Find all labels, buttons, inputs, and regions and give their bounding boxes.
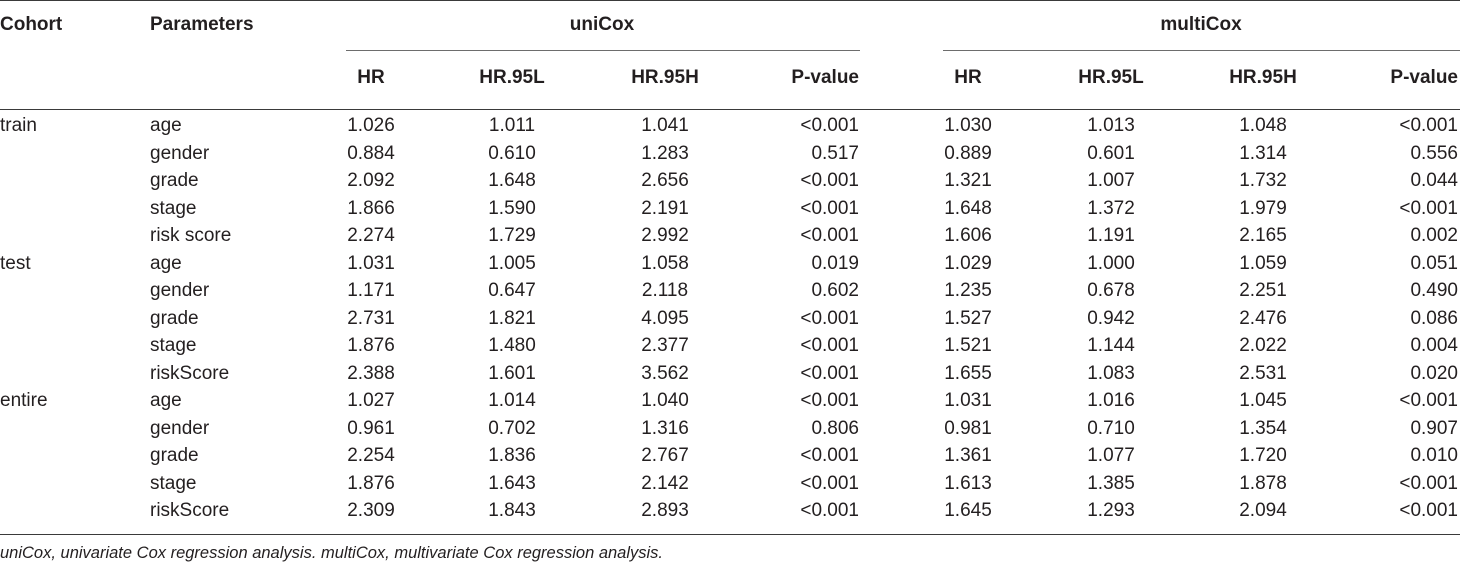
value-cell: 0.702 <box>488 418 536 439</box>
subheader-unicox-hr-95l: HR.95L <box>479 67 545 88</box>
parameter-cell: gender <box>150 280 210 301</box>
value-cell: 1.293 <box>1087 500 1135 521</box>
value-cell: 1.077 <box>1087 445 1135 466</box>
value-cell: 1.979 <box>1239 198 1287 219</box>
cohort-cell: train <box>0 115 37 136</box>
value-cell: 1.014 <box>488 390 536 411</box>
value-cell: 1.527 <box>944 308 992 329</box>
value-cell: 1.314 <box>1239 143 1287 164</box>
value-cell: <0.001 <box>800 225 859 246</box>
parameter-cell: grade <box>150 308 199 329</box>
header-unicox: uniCox <box>569 14 635 35</box>
value-cell: 1.027 <box>347 390 395 411</box>
parameter-cell: stage <box>150 335 197 356</box>
value-cell: 1.866 <box>347 198 395 219</box>
table-top-rule <box>0 0 1460 1</box>
subheader-multicox-hr: HR <box>954 67 982 88</box>
parameter-cell: riskScore <box>150 500 230 521</box>
value-cell: 0.678 <box>1087 280 1135 301</box>
value-cell: 2.092 <box>347 170 395 191</box>
parameter-cell: grade <box>150 170 199 191</box>
parameter-cell: stage <box>150 198 197 219</box>
value-cell: 1.732 <box>1239 170 1287 191</box>
value-cell: 0.010 <box>1410 445 1458 466</box>
header-parameters: Parameters <box>150 14 254 35</box>
value-cell: 0.002 <box>1410 225 1458 246</box>
value-cell: 1.030 <box>944 115 992 136</box>
subheader-multicox-hr-95l: HR.95L <box>1078 67 1144 88</box>
value-cell: 1.645 <box>944 500 992 521</box>
parameter-cell: riskScore <box>150 363 230 384</box>
value-cell: 1.059 <box>1239 253 1287 274</box>
value-cell: 0.942 <box>1087 308 1135 329</box>
value-cell: 1.836 <box>488 445 536 466</box>
value-cell: 1.321 <box>944 170 992 191</box>
value-cell: 0.907 <box>1410 418 1458 439</box>
value-cell: 1.235 <box>944 280 992 301</box>
value-cell: 0.647 <box>488 280 536 301</box>
value-cell: 1.144 <box>1087 335 1135 356</box>
value-cell: 2.309 <box>347 500 395 521</box>
value-cell: 2.656 <box>641 170 689 191</box>
value-cell: <0.001 <box>1399 500 1458 521</box>
value-cell: 0.020 <box>1410 363 1458 384</box>
parameter-cell: gender <box>150 418 210 439</box>
value-cell: 1.026 <box>347 115 395 136</box>
parameter-cell: age <box>150 390 182 411</box>
value-cell: 1.843 <box>488 500 536 521</box>
value-cell: 1.876 <box>347 335 395 356</box>
parameter-cell: gender <box>150 143 210 164</box>
value-cell: 2.022 <box>1239 335 1287 356</box>
subheader-multicox-hr-95h: HR.95H <box>1229 67 1297 88</box>
value-cell: <0.001 <box>800 473 859 494</box>
value-cell: 0.556 <box>1410 143 1458 164</box>
value-cell: 1.013 <box>1087 115 1135 136</box>
value-cell: 0.610 <box>488 143 536 164</box>
value-cell: <0.001 <box>800 170 859 191</box>
value-cell: 0.884 <box>347 143 395 164</box>
value-cell: 2.476 <box>1239 308 1287 329</box>
value-cell: 1.361 <box>944 445 992 466</box>
value-cell: 1.480 <box>488 335 536 356</box>
value-cell: <0.001 <box>1399 115 1458 136</box>
value-cell: 2.377 <box>641 335 689 356</box>
value-cell: 1.606 <box>944 225 992 246</box>
subheader-multicox-p-value: P-value <box>1390 67 1458 88</box>
value-cell: <0.001 <box>1399 473 1458 494</box>
value-cell: 2.118 <box>641 280 689 301</box>
value-cell: 1.729 <box>488 225 536 246</box>
header-multicox: multiCox <box>1160 14 1242 35</box>
value-cell: 1.040 <box>641 390 689 411</box>
subheader-unicox-hr-95h: HR.95H <box>631 67 699 88</box>
value-cell: 1.590 <box>488 198 536 219</box>
value-cell: 1.011 <box>488 115 536 136</box>
value-cell: <0.001 <box>800 445 859 466</box>
value-cell: 0.004 <box>1410 335 1458 356</box>
cohort-cell: entire <box>0 390 48 411</box>
subheader-unicox-p-value: P-value <box>791 67 859 88</box>
value-cell: 1.648 <box>944 198 992 219</box>
value-cell: 0.889 <box>944 143 992 164</box>
value-cell: 1.031 <box>944 390 992 411</box>
value-cell: <0.001 <box>800 115 859 136</box>
value-cell: 1.171 <box>347 280 395 301</box>
value-cell: 1.372 <box>1087 198 1135 219</box>
value-cell: 1.876 <box>347 473 395 494</box>
value-cell: <0.001 <box>800 363 859 384</box>
value-cell: 4.095 <box>641 308 689 329</box>
value-cell: 1.005 <box>488 253 536 274</box>
value-cell: 2.893 <box>641 500 689 521</box>
value-cell: <0.001 <box>800 335 859 356</box>
value-cell: 1.083 <box>1087 363 1135 384</box>
value-cell: 1.648 <box>488 170 536 191</box>
value-cell: 1.191 <box>1087 225 1135 246</box>
value-cell: 1.058 <box>641 253 689 274</box>
value-cell: 0.961 <box>347 418 395 439</box>
value-cell: 3.562 <box>641 363 689 384</box>
table-footnote: uniCox, univariate Cox regression analysis. multiCox, multivariate Cox regression analysis. <box>0 544 664 562</box>
value-cell: <0.001 <box>800 308 859 329</box>
value-cell: 2.165 <box>1239 225 1287 246</box>
value-cell: 0.601 <box>1087 143 1135 164</box>
value-cell: 1.029 <box>944 253 992 274</box>
value-cell: 1.720 <box>1239 445 1287 466</box>
value-cell: <0.001 <box>1399 198 1458 219</box>
value-cell: 0.019 <box>811 253 859 274</box>
value-cell: 2.731 <box>347 308 395 329</box>
parameter-cell: grade <box>150 445 199 466</box>
value-cell: 1.283 <box>641 143 689 164</box>
value-cell: 1.643 <box>488 473 536 494</box>
subheader-unicox-hr: HR <box>357 67 385 88</box>
value-cell: 0.517 <box>811 143 859 164</box>
value-cell: 2.274 <box>347 225 395 246</box>
parameter-cell: risk score <box>150 225 232 246</box>
multicox-span-rule <box>943 50 1460 51</box>
value-cell: 1.007 <box>1087 170 1135 191</box>
value-cell: 0.086 <box>1410 308 1458 329</box>
value-cell: <0.001 <box>1399 390 1458 411</box>
value-cell: 0.051 <box>1410 253 1458 274</box>
header-bottom-rule <box>0 109 1460 110</box>
value-cell: 1.041 <box>641 115 689 136</box>
value-cell: 0.806 <box>811 418 859 439</box>
value-cell: <0.001 <box>800 198 859 219</box>
value-cell: 2.992 <box>641 225 689 246</box>
value-cell: 1.878 <box>1239 473 1287 494</box>
value-cell: 0.710 <box>1087 418 1135 439</box>
value-cell: 0.981 <box>944 418 992 439</box>
value-cell: 1.613 <box>944 473 992 494</box>
value-cell: 2.388 <box>347 363 395 384</box>
value-cell: 2.251 <box>1239 280 1287 301</box>
value-cell: 1.601 <box>488 363 536 384</box>
value-cell: 2.767 <box>641 445 689 466</box>
parameter-cell: age <box>150 115 182 136</box>
value-cell: 1.655 <box>944 363 992 384</box>
value-cell: 1.521 <box>944 335 992 356</box>
value-cell: 0.044 <box>1410 170 1458 191</box>
value-cell: 1.000 <box>1087 253 1135 274</box>
value-cell: 1.016 <box>1087 390 1135 411</box>
value-cell: 1.821 <box>488 308 536 329</box>
value-cell: 2.142 <box>641 473 689 494</box>
header-cohort: Cohort <box>0 14 63 35</box>
value-cell: 0.490 <box>1410 280 1458 301</box>
value-cell: 2.531 <box>1239 363 1287 384</box>
unicox-span-rule <box>346 50 860 51</box>
value-cell: 1.354 <box>1239 418 1287 439</box>
value-cell: <0.001 <box>800 390 859 411</box>
table-bottom-rule <box>0 534 1460 535</box>
value-cell: 2.191 <box>641 198 689 219</box>
parameter-cell: stage <box>150 473 197 494</box>
value-cell: 2.254 <box>347 445 395 466</box>
cohort-cell: test <box>0 253 31 274</box>
value-cell: <0.001 <box>800 500 859 521</box>
value-cell: 2.094 <box>1239 500 1287 521</box>
value-cell: 1.385 <box>1087 473 1135 494</box>
value-cell: 1.048 <box>1239 115 1287 136</box>
value-cell: 0.602 <box>811 280 859 301</box>
value-cell: 1.316 <box>641 418 689 439</box>
value-cell: 1.045 <box>1239 390 1287 411</box>
parameter-cell: age <box>150 253 182 274</box>
value-cell: 1.031 <box>347 253 395 274</box>
